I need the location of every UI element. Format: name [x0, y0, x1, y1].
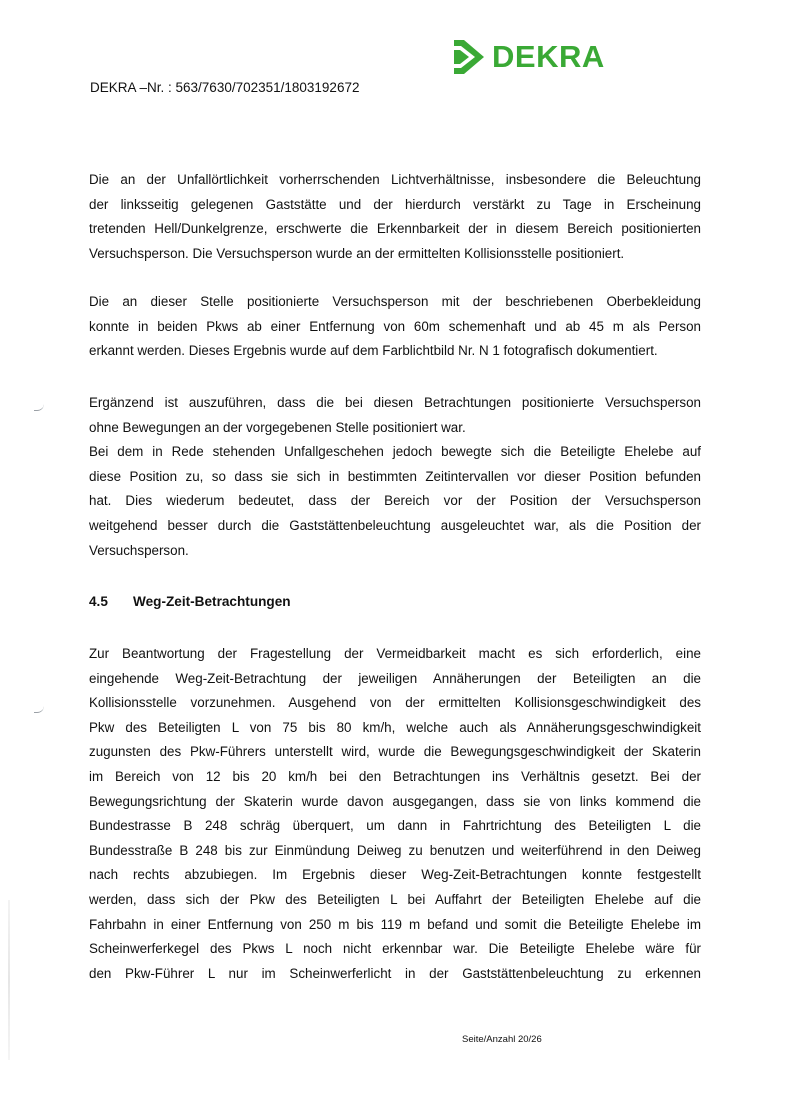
text-line: Bei dem in Rede stehenden Unfallgeschehen jedoch bewegte sich die Beteiligte Ehelebe auf	[89, 444, 701, 460]
text-line: Pkw des Beteiligten L von 75 bis 80 km/h, welche auch als Annäherungsgeschwindigkeit	[89, 719, 701, 735]
text-line: tretenden Hell/Dunkelgrenze, erschwerte die Erkennbarkeit der in diesem Bereich positionierten	[89, 221, 701, 237]
text-line: Ergänzend ist auszuführen, dass die bei diesen Betrachtungen positionierte Versuchsperson	[89, 395, 701, 410]
text-line: Kollisionsstelle vorzunehmen. Ausgehend von der ermittelten Kollisionsgeschwindigkeit des	[89, 695, 701, 711]
text-line: Zur Beantwortung der Fragestellung der Vermeidbarkeit macht es sich erforderlich, eine	[89, 646, 701, 661]
paragraph-visibility-result	[89, 290, 701, 364]
text-line: weitgehend besser durch die Gaststättenbeleuchtung ausgeleuchtet war, als die Position der	[89, 517, 701, 533]
text-line: ohne Bewegungen an der vorgegebenen Stelle positioniert war.	[89, 419, 466, 435]
text-line: Bewegungsrichtung der Skaterin wurde davon ausgegangen, dass sie von links kommend die	[89, 793, 701, 809]
paragraph-supplement	[89, 391, 701, 563]
paragraph-lighting	[89, 168, 701, 266]
scan-artifact	[34, 404, 44, 411]
text-line: diese Position zu, so dass sie sich in bestimmten Zeitintervallen vor dieser Position befunden	[89, 468, 701, 484]
dekra-logo-text: DEKRA	[492, 39, 605, 74]
text-line: Versuchsperson.	[89, 542, 189, 558]
dekra-logo-mark-icon	[450, 38, 486, 76]
text-line: Die an dieser Stelle positionierte Versuchsperson mit der beschriebenen Oberbekleidung	[89, 294, 701, 309]
text-line: Scheinwerferkegel des Pkws L noch nicht erkennbar war. Die Beteiligte Ehelebe wäre für	[89, 941, 701, 957]
section-heading	[89, 594, 291, 609]
text-line: den Pkw-Führer L nur im Scheinwerferlicht in der Gaststättenbeleuchtung zu erkennen	[89, 965, 701, 981]
text-line: im Bereich von 12 bis 20 km/h bei den Betrachtungen ins Verhältnis gesetzt. Bei der	[89, 768, 701, 784]
section-title: Weg-Zeit-Betrachtungen	[133, 594, 291, 609]
text-line: Die an der Unfallörtlichkeit vorherrschenden Lichtverhältnisse, insbesondere die Beleuchtung	[89, 172, 701, 187]
text-line: zugunsten des Pkw-Führers unterstellt wird, wurde die Bewegungsgeschwindigkeit der Skaterin	[89, 744, 701, 760]
text-line: hat. Dies wiederum bedeutet, dass der Bereich vor der Position der Versuchsperson	[89, 493, 701, 509]
text-line: Bundesstraße B 248 bis zur Einmündung Deiweg zu benutzen und weiterführend in den Deiweg	[89, 842, 701, 858]
dekra-logo	[450, 38, 605, 76]
document-number: DEKRA –Nr. : 563/7630/702351/1803192672	[90, 80, 360, 95]
text-line: Fahrbahn in einer Entfernung von 250 m bis 119 m befand und somit die Beteiligte Ehelebe im	[89, 916, 701, 932]
text-line: werden, dass sich der Pkw des Beteiligten L bei Auffahrt der Beteiligten Ehelebe auf die	[89, 891, 701, 907]
scan-artifact	[34, 706, 44, 713]
paragraph-weg-zeit	[89, 642, 701, 986]
text-line: Bundestrasse B 248 schräg überquert, um dann in Fahrtrichtung des Beteiligten L die	[89, 818, 701, 834]
section-number: 4.5	[89, 594, 108, 609]
text-line: eingehende Weg-Zeit-Betrachtung der jeweiligen Annäherungen der Beteiligten an die	[89, 670, 701, 686]
text-line: Versuchsperson. Die Versuchsperson wurde an der ermittelten Kollisionsstelle positioniert.	[89, 245, 625, 261]
text-line: der linksseitig gelegenen Gaststätte und der hierdurch verstärkt zu Tage in Erscheinung	[89, 196, 701, 212]
text-line: nach rechts abzubiegen. Im Ergebnis dieser Weg-Zeit-Betrachtungen konnte festgestellt	[89, 867, 701, 883]
text-line: erkannt werden. Dieses Ergebnis wurde auf dem Farblichtbild Nr. N 1 fotografisch dokumentiert.	[89, 343, 658, 359]
text-line: konnte in beiden Pkws ab einer Entfernung von 60m schemenhaft und ab 45 m als Person	[89, 318, 701, 334]
page-counter: Seite/Anzahl 20/26	[462, 1034, 542, 1045]
scan-edge-shadow	[8, 900, 10, 1060]
